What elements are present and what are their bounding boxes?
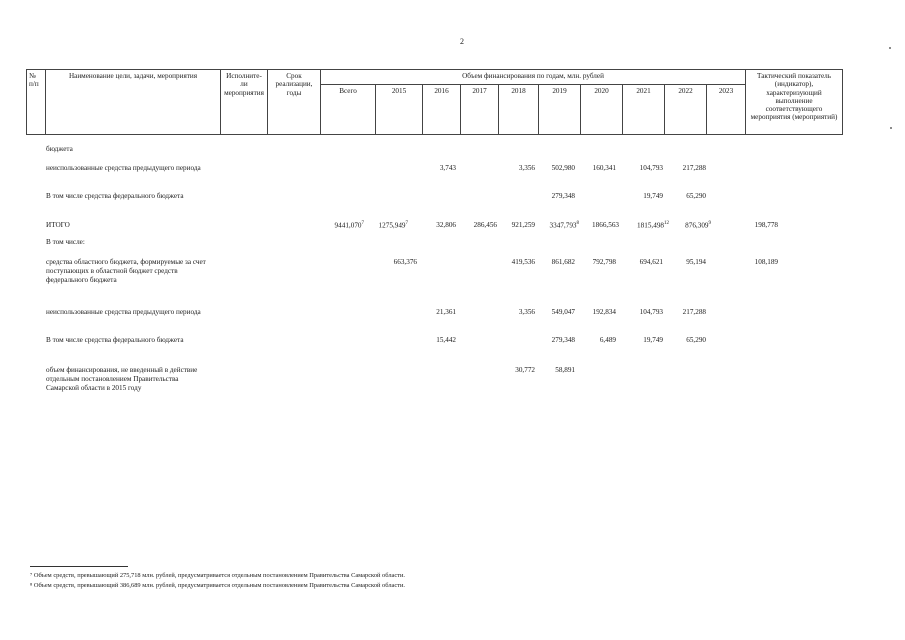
cell-2022: 217,288 [682,308,706,316]
cell-2022: 876,309$^9$ [685,221,711,230]
cell-2023: 108,189 [754,258,778,266]
cell-2018: 419,536 [511,258,535,266]
cell-2016: 32,806 [436,221,456,229]
cell-2019: 549,047 [551,308,575,316]
cell-2020: 1866,563 [592,221,619,229]
cell-2020: 160,341 [592,164,616,172]
cell-2019: 279,348 [551,336,575,344]
header-indicator: Тактический показатель (индикатор), характеризующий выполнение соответствующего мероприятия (мероприятий) [746,70,843,135]
cell-2021: 694,621 [639,258,663,266]
row-label: объем финансирования, не введенный в действие отдельным постановлением Правительства Самарской области в 2015 году [46,366,198,392]
cell-2020: 192,834 [592,308,616,316]
cell-2019: 861,682 [551,258,575,266]
cell-2021: 19,749 [643,192,663,200]
cell-2020: 792,798 [592,258,616,266]
cell-2021: 1815,498$^{12}$ [637,221,669,230]
cell-2019: 3347,793$^8$ [549,221,579,230]
header-name: Наименование цели, задачи, мероприятия [46,70,221,135]
cell-2017: 286,456 [473,221,497,229]
cell-2018: 3,356 [518,164,535,172]
cell-2022: 65,290 [686,192,706,200]
header-year-2018: 2018 [499,85,539,135]
cell-2015: 663,376 [393,258,417,266]
cell-2022: 65,290 [686,336,706,344]
cell-2021: 104,793 [639,164,663,172]
footnote-separator [30,566,128,567]
header-year-2022: 2022 [665,85,707,135]
funding-table-header [26,69,843,135]
page-number: 2 [460,37,464,46]
header-year-2015: 2015 [376,85,423,135]
cell-2016: 3,743 [439,164,456,172]
cell-2022: 95,194 [686,258,706,266]
cell-2020: 6,489 [599,336,616,344]
row-label: средства областного бюджета, формируемые за счет поступающих в областной бюджет средств федерального бюджета [46,258,206,284]
cell-2023: 198,778 [754,221,778,229]
header-funding: Объем финансирования по годам, млн. рублей [321,70,746,85]
cell-2019: 58,891 [555,366,575,374]
cell-2021: 19,749 [643,336,663,344]
row-label: В том числе: [46,238,85,246]
header-year-2021: 2021 [623,85,665,135]
row-label: В том числе средства федерального бюджета [46,336,184,344]
cell-2016: 21,361 [436,308,456,316]
header-year-2017: 2017 [461,85,499,135]
header-year-total: Всего [321,85,376,135]
cell-total: 9441,070$^7$ [334,221,364,230]
row-label: В том числе средства федерального бюджета [46,192,184,200]
cell-2018: 30,772 [515,366,535,374]
footnote-7: ⁷ Объем средств, превышающий 275,718 млн. рублей, предусматривается отдельным постановлением Правительства Самарской области. [30,572,405,579]
cell-2019: 279,348 [551,192,575,200]
header-year-2016: 2016 [423,85,461,135]
header-term: Срок реализации, годы [268,70,321,135]
cell-2019: 502,980 [551,164,575,172]
cell-2021: 104,793 [639,308,663,316]
cell-2022: 217,288 [682,164,706,172]
footnote-8: ⁸ Объем средств, превышающий 386,689 млн. рублей, предусматривается отдельным постановлением Правительства Самарской области. [30,582,405,589]
header-year-2020: 2020 [581,85,623,135]
row-label: неиспользованные средства предыдущего периода [46,308,201,316]
scan-speck [889,47,891,49]
header-year-2023: 2023 [707,85,746,135]
header-year-2019: 2019 [539,85,581,135]
row-continuation: бюджета [46,145,73,153]
scan-speck [890,127,892,129]
header-num: № п/п [27,70,46,135]
row-label: неиспользованные средства предыдущего периода [46,164,201,172]
cell-2015: 1275,949$^7$ [378,221,408,230]
header-executors: Исполните-ли мероприятия [221,70,268,135]
cell-2016: 15,442 [436,336,456,344]
cell-2018: 3,356 [518,308,535,316]
row-label: ИТОГО [46,221,70,229]
cell-2018: 921,259 [511,221,535,229]
